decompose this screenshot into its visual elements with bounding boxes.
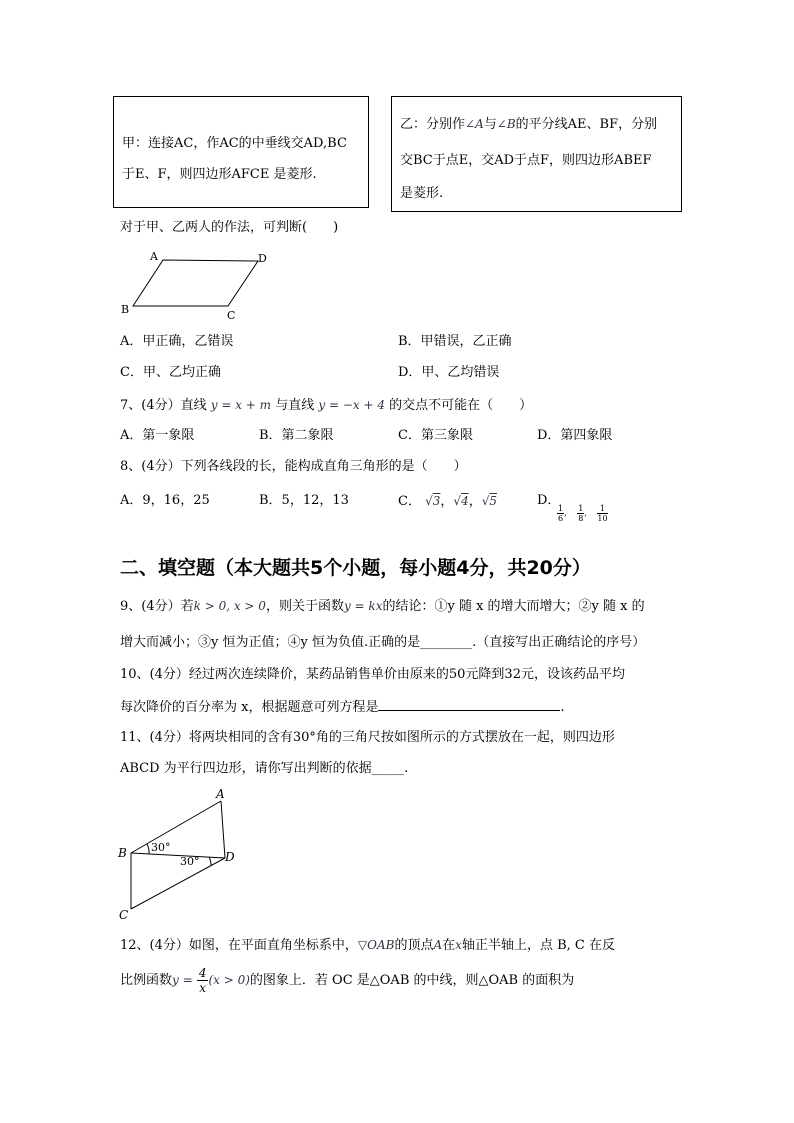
angle-label-upper: 30° [151,841,171,854]
q12-line-2 [120,966,574,995]
yi-line-1-mid: 与 [483,117,497,132]
q7-option-c: C．第三象限 [398,428,473,443]
q11-line-1: 11、(4分）将两块相同的含有30°角的三角尺按如图所示的方式摆放在一起，则四边形 [120,730,615,745]
q9-pre: 9、(4分）若 [120,599,194,614]
q12-line-1 [120,936,615,955]
yi-line-1 [400,113,657,132]
q7-option-d: D．第四象限 [537,428,613,443]
jia-line-2: 于E、F，则四边形AFCE 是菱形. [122,167,317,182]
figure-label-a: A [216,787,225,801]
q12-cond: (x > 0) [208,973,250,987]
q8-option-c-prefix: C． [398,494,421,509]
q12-line-1-post: 轴正半轴上，点 B, C 在反 [461,938,615,953]
q10-line-2 [120,697,565,717]
q10-line-2-pre: 每次降价的百分率为 x，根据题意可列方程是 [120,700,379,715]
figure-label-a: A [150,250,158,263]
q9-cond: k > 0, x > 0 [193,599,266,613]
q12-triangle: ▽OAB [357,938,395,952]
parallelogram-figure [110,245,280,325]
sqrt-4: √4 [453,494,469,508]
figure-label-d: D [225,850,235,864]
q7-mid: 与直线 [275,398,315,413]
yi-line-3: 是菱形. [400,186,444,201]
q12-fraction: $\frac{4}{x}$ [198,966,207,995]
fraction-1-10: $\frac{1}{10}$ [597,504,608,523]
q11-line-2: ABCD 为平行四边形，请你写出判断的依据_____. [120,761,409,776]
q10-line-2-post: . [560,700,565,715]
jia-method-box [113,96,369,208]
angle-label-lower: 30° [180,855,200,868]
q9-mid: ，则关于函数 [265,599,344,614]
q6-option-a: A．甲正确，乙错误 [120,334,234,349]
figure-label-b: B [121,303,130,316]
sqrt-5: √5 [481,494,498,508]
q7-post: 的交点不可能在（ ） [389,398,533,413]
sqrt-3: √3 [425,494,441,508]
q8-option-c: C． √3，√4，√5 [398,494,498,509]
yi-line-1-pre: 乙：分别作 [400,117,466,132]
q10-answer-blank[interactable] [378,697,560,711]
q12-line-1-mid: 的顶点 [394,938,434,953]
figure-label-c: C [119,908,129,922]
q7-pre: 7、(4分）直线 [120,398,207,413]
q8-option-d-prefix: D． [537,493,561,508]
q12-line-2-post: 的图象上．若 OC 是△OAB 的中线，则△OAB 的面积为 [249,973,575,988]
q6-option-c: C．甲、乙均正确 [120,365,221,380]
yi-line-2: 交BC于点E，交AD于点F，则四边形ABEF [400,153,652,168]
fraction-1-6: $\frac{1}{6}$ [558,504,564,523]
triangle-rulers-figure [110,785,260,925]
q7-option-b: B．第二象限 [259,428,334,443]
fraction-1-8: $\frac{1}{8}$ [578,504,584,523]
q12-line-1-mid2: 在 [442,938,456,953]
q10-line-1: 10、(4分）经过两次连续降价，某药品销售单价由原来的50元降到32元，设该药品平均 [120,667,625,682]
q9-post: 的结论：①y 随 x 的增大而增大；②y 随 x 的 [382,599,645,614]
q8-option-b: B．5，12，13 [259,493,349,508]
angle-a: ∠A [465,117,484,131]
section-2-title: 二、填空题（本大题共5个小题，每小题4分，共20分） [120,557,591,579]
q12-line-1-pre: 12、(4分）如图，在平面直角坐标系中， [120,938,358,953]
q12-axis: x [455,938,462,952]
q12-point-a: A [433,938,443,952]
yi-method-box [391,96,682,212]
q12-func-y: y = [172,973,193,987]
q8-stem: 8、(4分）下列各线段的长，能构成直角三角形的是（ ） [120,459,467,474]
figure-label-b: B [118,846,127,860]
q6-option-b: B．甲错误，乙正确 [398,334,512,349]
yi-line-1-post: 的平分线AE、BF，分别 [515,117,658,132]
q7-eq2: y = −x + 4 [318,398,385,412]
q8-option-a: A．9，16，25 [120,493,210,508]
q7-stem [120,396,532,415]
q7-option-a: A．第一象限 [120,428,195,443]
q8-option-d-fractions: $\frac{1}{6}$ , $\frac{1}{8}$ , $\frac{1}{10}$ [558,504,608,523]
q9-line-2: 增大而减小；③y 恒为正值；④y 恒为负值.正确的是________.（直接写出正确结论的序号） [120,635,646,650]
jia-line-1: 甲：连接AC，作AC的中垂线交AD,BC [122,136,347,151]
q6-question: 对于甲、乙两人的作法，可判断( ) [120,220,339,235]
q9-line-1 [120,597,645,616]
figure-label-d: D [258,252,267,265]
q12-line-2-pre: 比例函数 [120,973,173,988]
figure-label-c: C [227,309,236,322]
angle-b: ∠B [496,117,516,131]
q7-eq1: y = x + m [210,398,272,412]
parallelogram-shape [133,260,258,306]
q6-option-d: D．甲、乙均错误 [398,365,500,380]
q9-func: y = kx [343,599,383,613]
